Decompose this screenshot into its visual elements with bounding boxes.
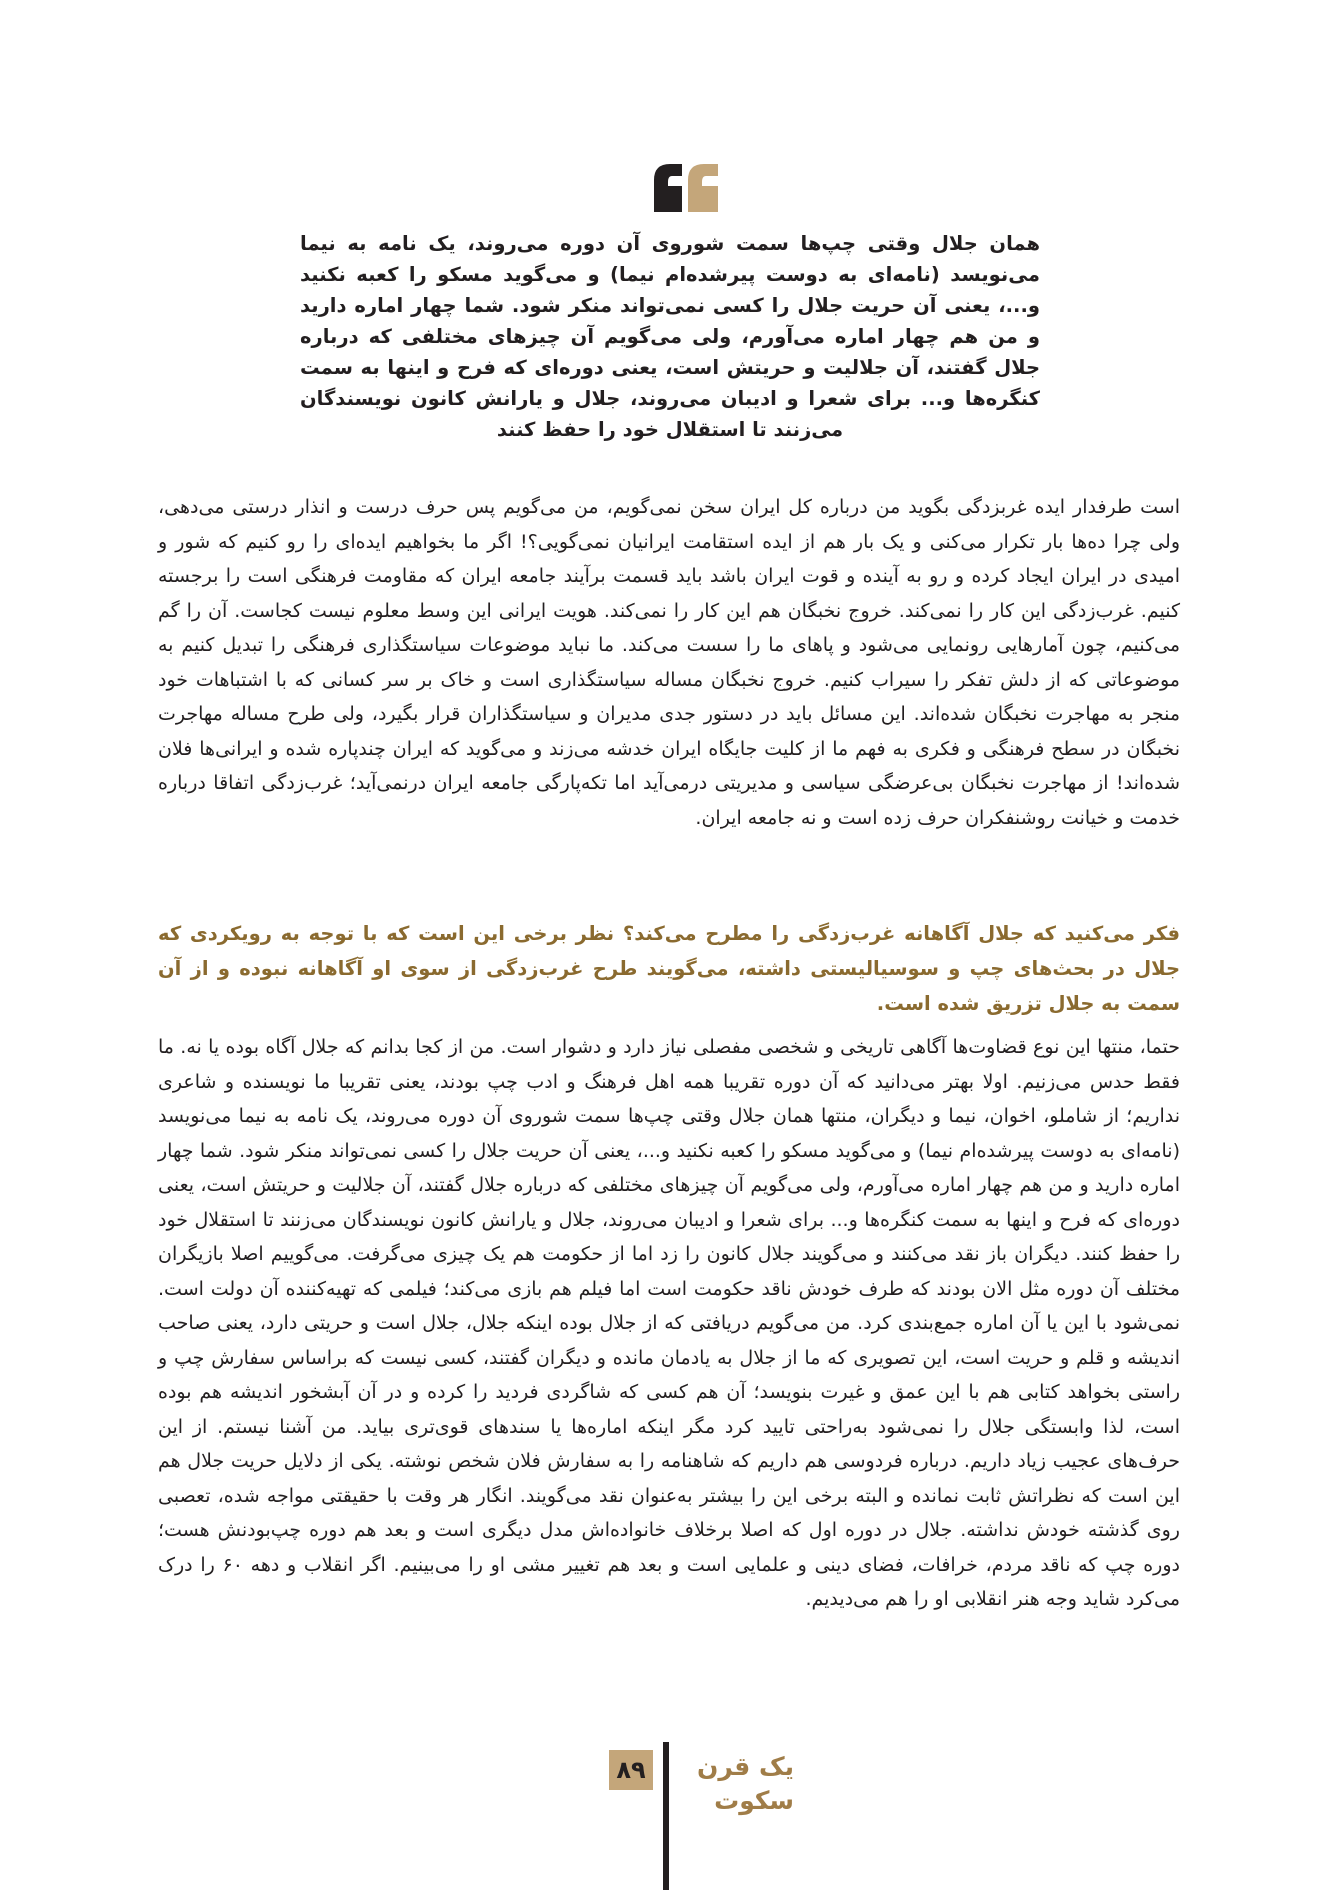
series-title	[684, 1750, 794, 1818]
footer-divider	[663, 1742, 669, 1890]
interview-question: فکر می‌کنید که جلال آگاهانه غرب‌زدگی را مطرح می‌کند؟ نظر برخی این است که با توجه به رویکردی که جلال در بحث‌های چپ و سوسیالیستی داشته، می‌گویند طرح غرب‌زدگی از سوی او آگاهانه نبوده و از آن سمت به جلال تزریق شده است.	[158, 922, 1180, 1015]
page-number: ۸۹	[609, 1750, 653, 1790]
pull-quote: همان جلال وقتی چپ‌ها سمت شوروی آن دوره می‌روند، یک نامه به نیما می‌نویسد (نامه‌ای به دوست پیرشده‌ام نیما) و می‌گوید مسکو را کعبه نکنید و...، یعنی آن حریت جلال را کسی نمی‌تواند منکر شود. شما چهار اماره دارید و من هم چهار اماره می‌آورم، ولی می‌گویم آن چیزهای مختلفی که درباره جلال گفتند، آن جلالیت و حریتش است، یعنی دوره‌ای که فرح و اینها به سمت کنگره‌ها و... برای شعرا و ادیبان می‌روند، جلال و یارانش کانون نویسندگان می‌زنند تا استقلال خود را حفظ کنند	[300, 232, 1040, 441]
series-title-line-1: یک قرن	[697, 1752, 794, 1781]
body-paragraph-1: است طرفدار ایده غربزدگی بگوید من درباره کل ایران سخن نمی‌گویم، من می‌گویم پس حرف درست و انذار درستی می‌دهی، ولی چرا ده‌ها بار تکرار می‌کنی و یک بار هم از ایده استقامت ایرانیان نمی‌گویی؟! اگر ما بخواهیم ایده‌ای را رو کنیم که شور و امیدی در ایران ایجاد کرده و رو به آینده و قوت ایران باشد باید قسمت برآیند جامعه ایران که مقاومت فرهنگی است را برجسته کنیم. غرب‌زدگی این کار را نمی‌کند. خروج نخبگان هم این کار را نمی‌کند. هویت ایرانی این وسط معلوم نیست کجاست. آن را گم می‌کنیم، چون آمارهایی رونمایی می‌شود و پاهای ما را سست می‌کند. ما نباید موضوعات سیاستگذاری فرهنگی را تبدیل کنیم به موضوعاتی که از دلش تفکر را سیراب کنیم. خروج نخبگان مساله سیاستگذاری است و خاک بر سر کسانی که با اشتباهات خود منجر به مهاجرت نخبگان شده‌اند. این مسائل باید در دستور جدی مدیران و سیاستگذاران قرار بگیرد، ولی طرح مساله مهاجرت نخبگان در سطح فرهنگی و فکری به فهم ما از کلیت جایگاه ایران خدشه می‌زند و می‌گوید که ایران چندپاره شده و ایرانی‌ها فلان شده‌اند! از مهاجرت نخبگان بی‌عرضگی سیاسی و مدیریتی درمی‌آید اما تکه‌پارگی جامعه ایران درنمی‌آید؛ غرب‌زدگی اتفاقا درباره خدمت و خیانت روشنفکران حرف زده است و نه جامعه ایران.	[158, 496, 1180, 829]
quotation-mark-icon	[652, 158, 720, 214]
body-paragraph-2: حتما، منتها این نوع قضاوت‌ها آگاهی تاریخی و شخصی مفصلی نیاز دارد و دشوار است. من از کجا بدانم که جلال آگاه بوده یا نه. ما فقط حدس می‌زنیم. اولا بهتر می‌دانید که آن دوره تقریبا همه اهل فرهنگ و ادب چپ بودند، یعنی تقریبا ما نویسنده و شاعری نداریم؛ از شاملو، اخوان، نیما و دیگران، منتها همان جلال وقتی چپ‌ها سمت شوروی آن دوره می‌روند، یک نامه به نیما می‌نویسد (نامه‌ای به دوست پیرشده‌ام نیما) و می‌گوید مسکو را کعبه نکنید و...، یعنی آن حریت جلال را کسی نمی‌تواند منکر شود. شما چهار اماره دارید و من هم چهار اماره می‌آورم، ولی می‌گویم آن چیزهای مختلفی که درباره جلال گفتند، آن جلالیت و حریتش است، یعنی دوره‌ای که فرح و اینها به سمت کنگره‌ها و... برای شعرا و ادیبان می‌روند، جلال و یارانش کانون نویسندگان می‌زنند تا استقلال خود را حفظ کنند. دیگران باز نقد می‌کنند و می‌گویند جلال کانون را زد اما از حکومت هم یک چیزی می‌گرفت. می‌گوییم اصلا بازیگران مختلف آن دوره مثل الان بودند که طرف خودش ناقد حکومت است اما فیلم هم بازی می‌کند؛ فیلمی که تهیه‌کننده آن دولت است. نمی‌شود با این یا آن اماره جمع‌بندی کرد. من می‌گویم دریافتی که از جلال بوده اینکه جلال، جلال است و حریتی دارد، یعنی صاحب اندیشه و قلم و حریت است، این تصویری که ما از جلال به یادمان مانده و دیگران گفتند، کسی نیست که براساس سفارش چپ و راستی بخواهد کتابی هم با این عمق و غیرت بنویسد؛ آن هم کسی که شاگردی فردید را کرده و در آن آبشخور اندیشه هم بوده است، لذا وابستگی جلال را نمی‌شود به‌راحتی تایید کرد مگر اینکه اماره‌ها یا سندهای قوی‌تری بیاید. من آشنا نیستم. از این حرف‌های عجیب زیاد داریم. درباره فردوسی هم داریم که شاهنامه را به سفارش فلان شخص نوشته. یکی از دلایل حریت جلال هم این است که نظراتش ثابت نمانده و البته برخی این را بیشتر به‌عنوان نقد می‌گویند. انگار هر وقت با حقیقتی مواجه شده، تعصبی روی گذشته خودش نداشته. جلال در دوره اول که اصلا برخلاف خانواده‌اش مدل دیگری است و بعد هم دوره چپ‌بودنش هست؛ دوره چپ که ناقد مردم، خرافات، فضای دینی و علمایی است و بعد هم تغییر مشی او را می‌بینیم. اگر انقلاب و دهه ۶۰ را درک می‌کرد شاید وجه هنر انقلابی او را هم می‌دیدیم.	[158, 1036, 1180, 1610]
series-title-line-2: سکوت	[714, 1786, 794, 1815]
